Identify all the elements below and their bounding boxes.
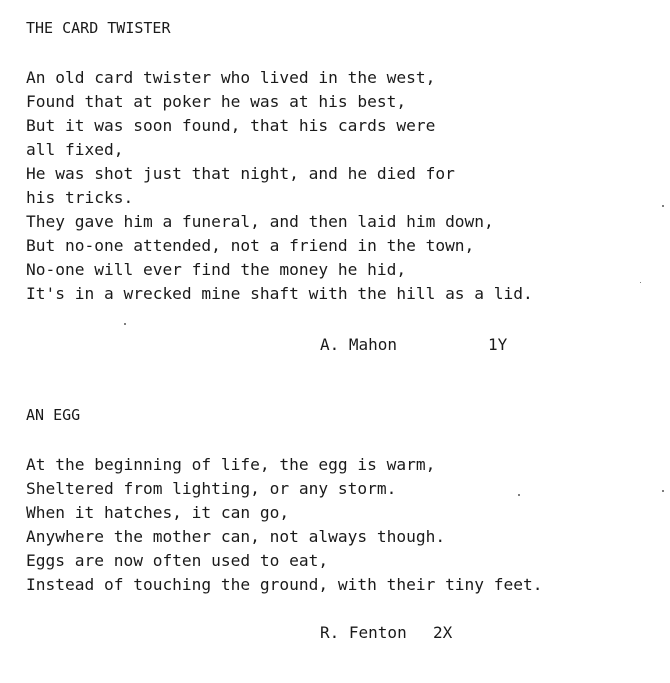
paper-speck [124,323,126,325]
poem-line: But it was soon found, that his cards were [26,116,436,135]
paper-speck [518,494,520,496]
poem-body [26,453,543,597]
poem-title: AN EGG [26,406,81,424]
author-form: 2X [433,623,453,642]
poem-line: Anywhere the mother can, not always though. [26,527,446,546]
paper-speck [640,282,641,283]
poem-line: all fixed, [26,140,124,159]
poem-line: Sheltered from lighting, or any storm. [26,479,397,498]
poem-line: He was shot just that night, and he died for [26,164,455,183]
poem-line: Found that at poker he was at his best, [26,92,407,111]
paper-speck [662,490,664,492]
author-name: A. Mahon [320,335,398,354]
poem-line: When it hatches, it can go, [26,503,290,522]
poem-line: his tricks. [26,188,134,207]
poem-line: Instead of touching the ground, with their tiny feet. [26,575,543,594]
author-form: 1Y [488,335,508,354]
poem-line: But no-one attended, not a friend in the town, [26,236,475,255]
poem-line: It's in a wrecked mine shaft with the hill as a lid. [26,284,533,303]
poem-body [26,66,533,306]
poem-title: THE CARD TWISTER [26,19,171,37]
poem-line: An old card twister who lived in the west, [26,68,436,87]
poem-line: No-one will ever find the money he hid, [26,260,407,279]
poem-line: They gave him a funeral, and then laid him down, [26,212,494,231]
paper-speck [662,205,664,207]
poem-line: Eggs are now often used to eat, [26,551,329,570]
poem-line: At the beginning of life, the egg is warm, [26,455,436,474]
author-name: R. Fenton [320,623,407,642]
